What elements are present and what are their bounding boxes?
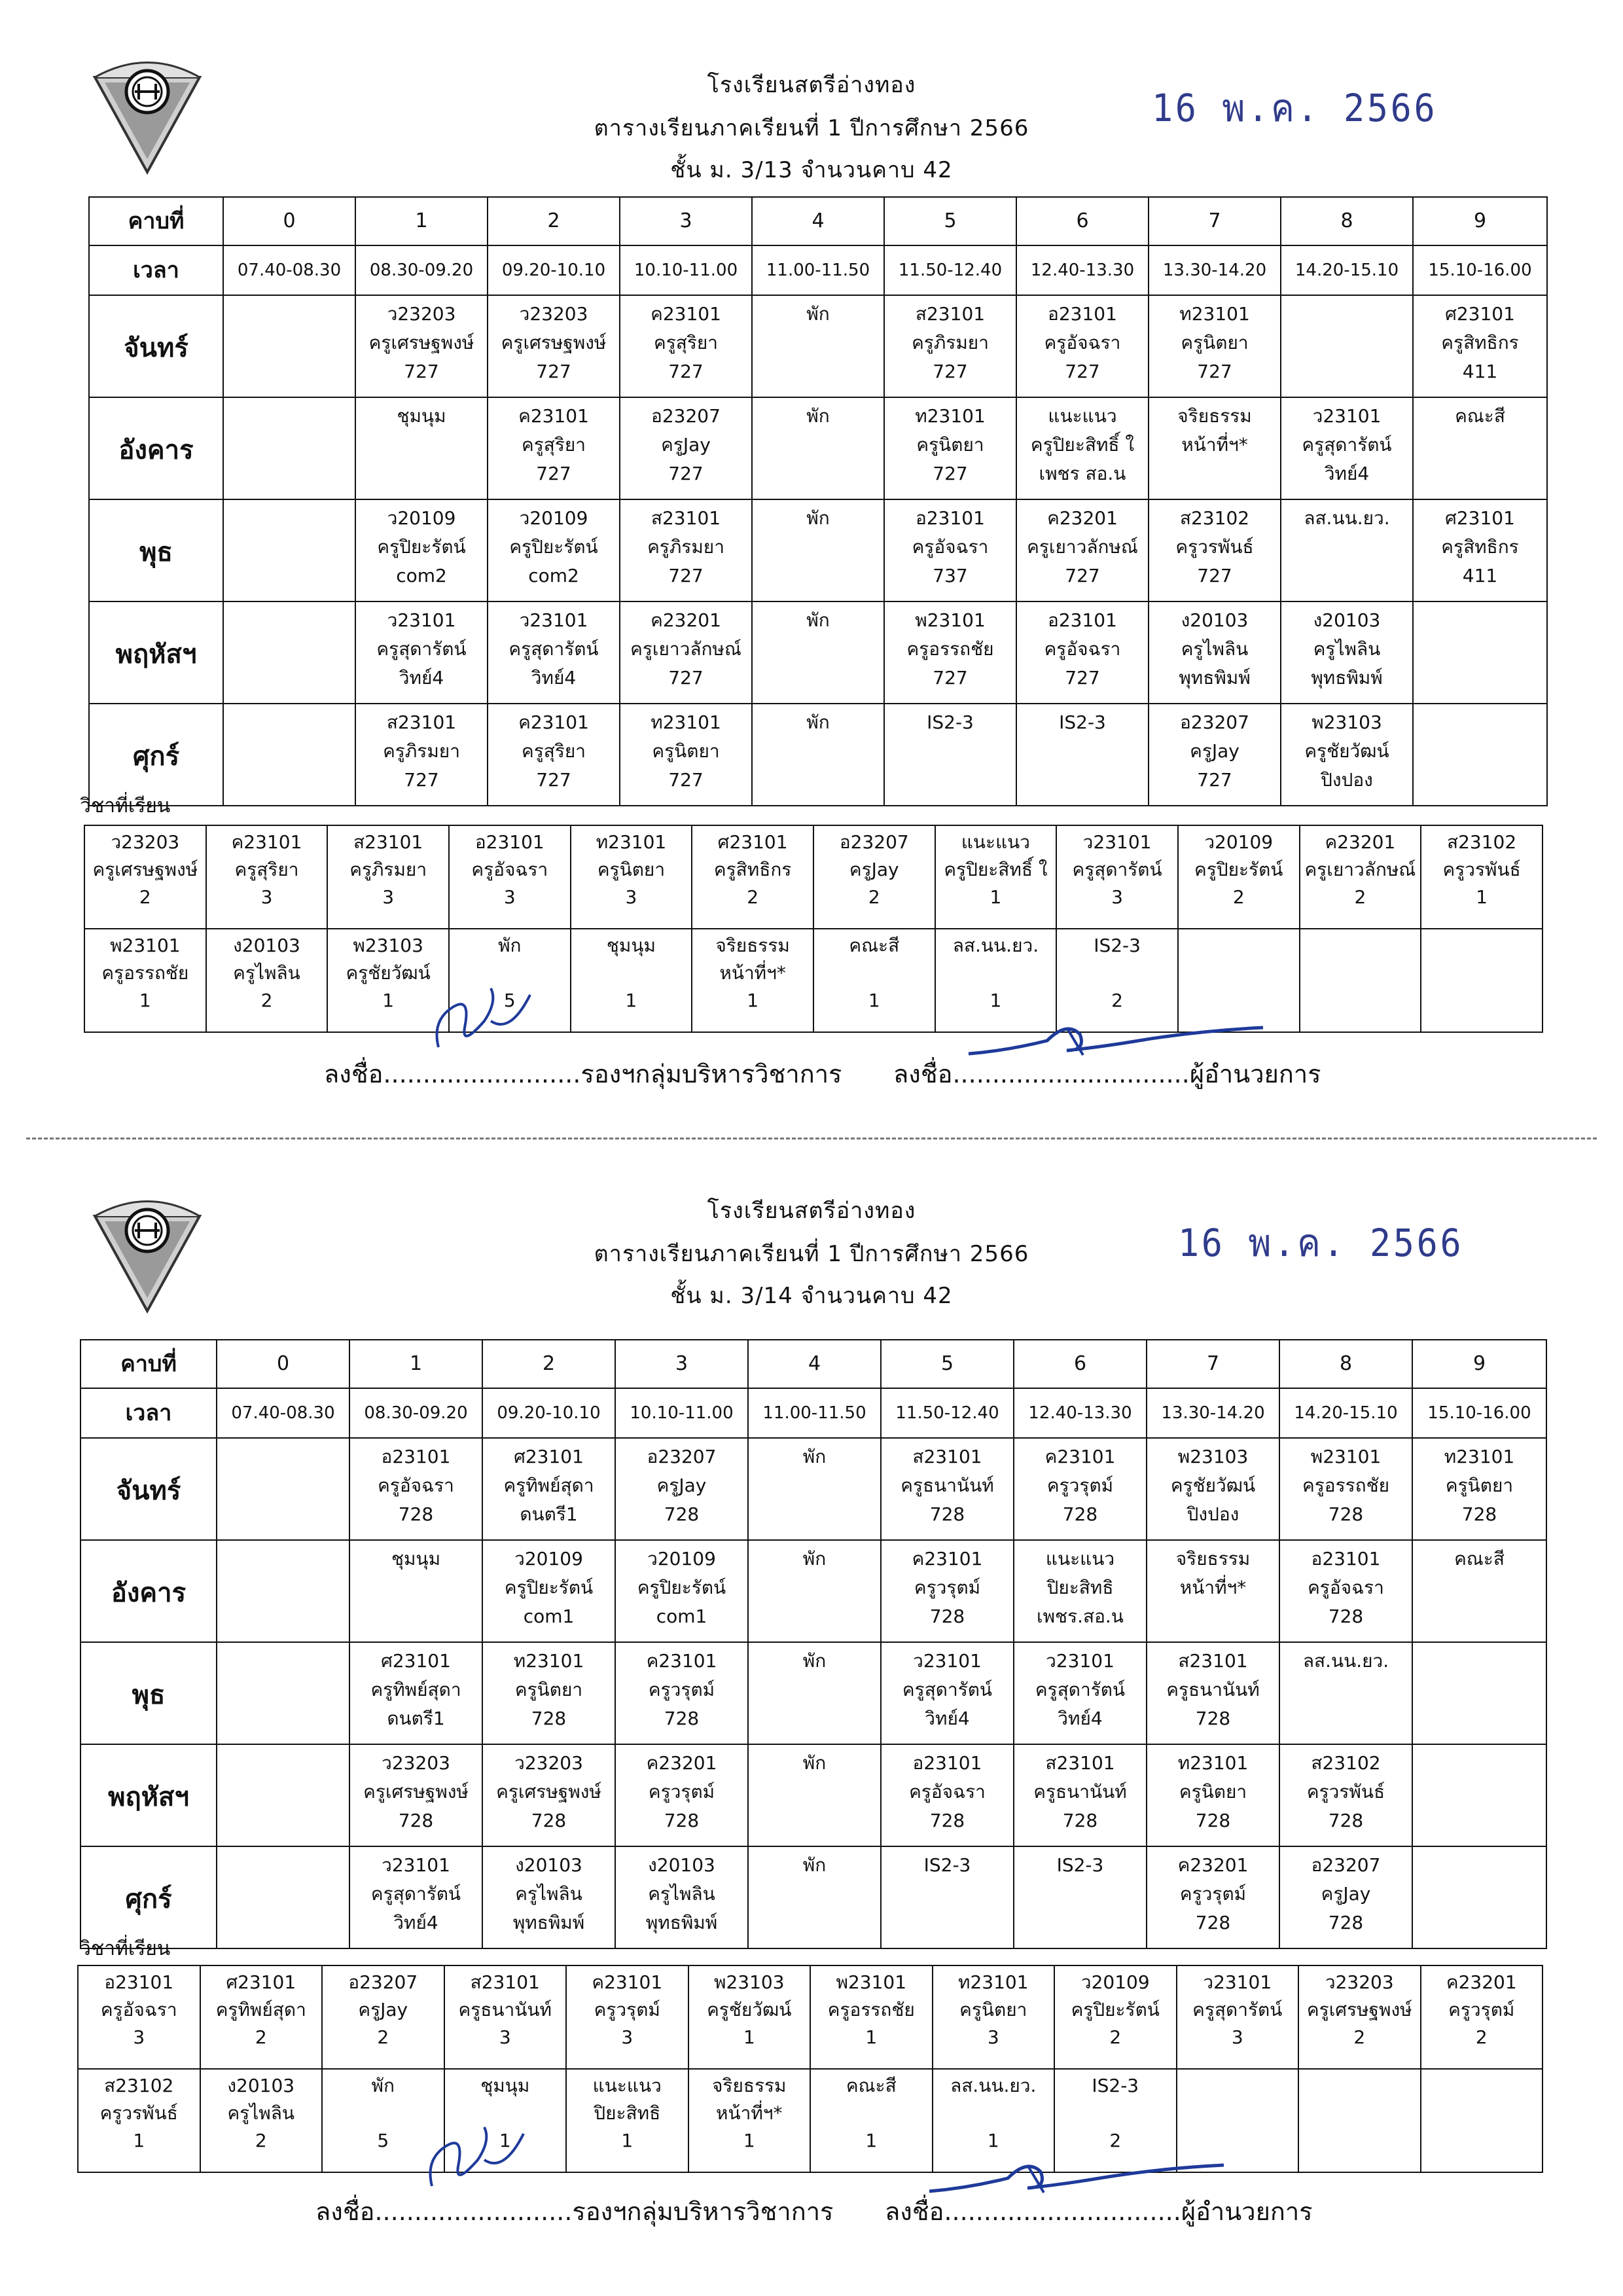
day-row [80,1540,1546,1642]
class-cell: ว23101 ครูสุดารัตน์ วิทย์4 [881,1642,1014,1744]
class-cell: ส23101 ครูภิรมยา 727 [355,704,488,806]
class-cell: ท23101 ครูนิตยา 727 [1149,295,1281,397]
subject-cell: ศ23101 ครูสิทธิกร 2 [692,825,813,929]
period-number: 1 [349,1340,482,1388]
class-cell: ว23203 ครูเศรษฐพงษ์ 727 [355,295,488,397]
period-number: 8 [1281,197,1413,245]
subject-cell: คณะสี 1 [810,2069,933,2172]
period-number: 3 [620,197,752,245]
subject-cell: ว23203 ครูเศรษฐพงษ์ 2 [84,825,206,929]
subject-cell: คณะสี 1 [813,929,935,1032]
class-cell: ว23203 ครูเศรษฐพงษ์ 727 [488,295,620,397]
day-row [89,295,1547,397]
class-cell: ลส.นน.ยว. [1279,1642,1412,1744]
class-cell [223,499,355,601]
vice-director-signature: ลงชื่อ.........................รองฯกลุ่มบริหารวิชาการ [324,1060,842,1088]
day-name: จันทร์ [89,295,223,397]
class-cell: คณะสี [1412,1540,1546,1642]
day-name: ศุกร์ [89,704,223,806]
class-cell: พัก [748,1438,881,1540]
class-cell: พัก [748,1642,881,1744]
class-cell: ค23201 ครูวรุตม์ 728 [615,1744,748,1846]
period-number: 2 [488,197,620,245]
subject-cell: พัก 5 [449,929,571,1032]
class-cell [1412,1642,1546,1744]
class-cell: พัก [752,704,884,806]
time-slot: 14.20-15.10 [1279,1388,1412,1438]
time-slot: 11.50-12.40 [881,1388,1014,1438]
period-number: 4 [752,197,884,245]
class-cell [223,601,355,704]
period-number: 7 [1149,197,1281,245]
class-cell: ง20103 ครูไพลิน พุทธพิมพ์ [1281,601,1413,704]
class-cell: ท23101 ครูนิตยา 727 [884,397,1016,499]
class-cell: ชุมนุม [349,1540,482,1642]
subjects-table [84,825,1543,1033]
period-header: คาบที่ [89,197,223,245]
time-slot: 15.10-16.00 [1413,245,1547,295]
class-cell: ท23101 ครูนิตยา 727 [620,704,752,806]
period-number: 4 [748,1340,881,1388]
class-cell: ส23101 ครูภิรมยา 727 [884,295,1016,397]
class-cell: ว23101 ครูสุดารัตน์ วิทย์4 [1281,397,1413,499]
time-slot: 15.10-16.00 [1412,1388,1546,1438]
date-stamp: 16 พ.ค. 2566 [1178,1221,1464,1265]
signature-mark [419,2121,543,2202]
class-cell: ว23203 ครูเศรษฐพงษ์ 728 [349,1744,482,1846]
period-number: 0 [217,1340,349,1388]
period-number: 1 [355,197,488,245]
class-cell: ว20109 ครูปิยะรัตน์ com1 [615,1540,748,1642]
subject-cell: แนะแนว ปิยะสิทธิ 1 [566,2069,688,2172]
period-number: 5 [881,1340,1014,1388]
class-cell: ท23101 ครูนิตยา 728 [482,1642,615,1744]
time-header: เวลา [89,245,223,295]
class-cell: ค23101 ครูสุริยา 727 [488,704,620,806]
class-cell: ท23101 ครูนิตยา 728 [1412,1438,1546,1540]
class-cell: ง20103 ครูไพลิน พุทธพิมพ์ [482,1846,615,1948]
period-number: 0 [223,197,355,245]
subjects-row [84,825,1543,929]
day-name: อังคาร [80,1540,217,1642]
class-cell [217,1540,349,1642]
day-name: พุธ [80,1642,217,1744]
cut-line [26,1138,1597,1139]
class-cell: ว20109 ครูปิยะรัตน์ com2 [488,499,620,601]
subject-cell: ว23101 ครูสุดารัตน์ 3 [1177,1965,1299,2069]
class-cell [223,704,355,806]
class-cell: อ23101 ครูอัจฉรา 728 [881,1744,1014,1846]
day-name: อังคาร [89,397,223,499]
time-slot: 12.40-13.30 [1014,1388,1147,1438]
class-cell: ค23101 ครูวรุตม์ 728 [881,1540,1014,1642]
subject-cell: จริยธรรม หน้าที่ฯ* 1 [692,929,813,1032]
subjects-row [78,2069,1543,2172]
time-slot: 11.00-11.50 [748,1388,881,1438]
subject-cell: อ23207 ครูJay 2 [322,1965,444,2069]
subject-cell [1300,929,1421,1032]
class-cell: ง20103 ครูไพลิน พุทธพิมพ์ [1149,601,1281,704]
period-number: 9 [1413,197,1547,245]
subjects-title: วิชาที่เรียน [80,1937,171,1960]
subject-cell: ลส.นน.ยว. 1 [935,929,1057,1032]
subject-cell: ชุมนุม 1 [444,2069,567,2172]
class-cell: ท23101 ครูนิตยา 728 [1147,1744,1279,1846]
class-cell: ส23101 ครูภิรมยา 727 [620,499,752,601]
class-cell: ค23101 ครูสุริยา 727 [620,295,752,397]
class-cell: อ23207 ครูJay 727 [620,397,752,499]
subject-cell: ส23101 ครูภิรมยา 3 [327,825,449,929]
class-cell: IS2-3 [1014,1846,1147,1948]
subject-cell: อ23207 ครูJay 2 [813,825,935,929]
subject-cell: อ23101 ครูอัจฉรา 3 [78,1965,200,2069]
vice-director-signature: ลงชื่อ.........................รองฯกลุ่มบริหารวิชาการ [315,2197,834,2226]
time-slot: 09.20-10.10 [488,245,620,295]
timetable [80,1339,1547,1949]
subject-cell: พ23103 ครูชัยวัฒน์ 1 [688,1965,811,2069]
class-cell: พ23101 ครูอรรถชัย 727 [884,601,1016,704]
class-cell: อ23207 ครูJay 728 [615,1438,748,1540]
subject-cell: แนะแนว ครูปิยะสิทธิ์ ใ 1 [935,825,1057,929]
subject-cell: พัก 5 [322,2069,444,2172]
class-cell: ศ23101 ครูสิทธิกร 411 [1413,295,1547,397]
period-number: 8 [1279,1340,1412,1388]
subject-cell: ค23101 ครูสุริยา 3 [206,825,328,929]
period-number: 7 [1147,1340,1279,1388]
class-cell: ค23201 ครูเยาวลักษณ์ 727 [1016,499,1149,601]
time-slot: 08.30-09.20 [349,1388,482,1438]
class-cell: ส23101 ครูธนานันท์ 728 [1147,1642,1279,1744]
class-cell [1412,1744,1546,1846]
time-slot: 13.30-14.20 [1149,245,1281,295]
time-slot: 10.10-11.00 [620,245,752,295]
subjects-row [84,929,1543,1032]
subject-cell: ว20109 ครูปิยะรัตน์ 2 [1178,825,1300,929]
class-cell: ว23101 ครูสุดารัตน์ วิทย์4 [1014,1642,1147,1744]
subject-cell: พ23103 ครูชัยวัฒน์ 1 [327,929,449,1032]
time-slot: 13.30-14.20 [1147,1388,1279,1438]
class-cell [223,397,355,499]
class-cell [1413,601,1547,704]
period-number: 6 [1016,197,1149,245]
subject-cell: ว23101 ครูสุดารัตน์ 3 [1056,825,1178,929]
class-cell: อ23101 ครูอัจฉรา 728 [1279,1540,1412,1642]
subject-cell: ศ23101 ครูทิพย์สุดา 2 [200,1965,323,2069]
subject-cell: ลส.นน.ยว. 1 [933,2069,1055,2172]
subject-cell [1421,2069,1543,2172]
class-cell: จริยธรรม หน้าที่ฯ* [1147,1540,1279,1642]
class-cell: ศ23101 ครูสิทธิกร 411 [1413,499,1547,601]
class-cell: พ23103 ครูชัยวัฒน์ ปิงปอง [1281,704,1413,806]
class-cell: IS2-3 [884,704,1016,806]
class-cell: อ23207 ครูJay 728 [1279,1846,1412,1948]
subjects-table [77,1965,1543,2173]
term-line: ตารางเรียนภาคเรียนที่ 1 ปีการศึกษา 2566 [594,1241,1029,1267]
time-slot: 11.50-12.40 [884,245,1016,295]
signature-mark [425,982,550,1063]
class-cell: IS2-3 [881,1846,1014,1948]
day-name: จันทร์ [80,1438,217,1540]
school-name: โรงเรียนสตรีอ่างทอง [707,1198,916,1224]
director-signature: ลงชื่อ..............................ผู้อำนวยการ [893,1060,1321,1088]
class-cell: ส23101 ครูธนานันท์ 728 [881,1438,1014,1540]
class-cell: แนะแนว ครูปิยะสิทธิ์ ใ เพชร สอ.น [1016,397,1149,499]
class-line: ชั้น ม. 3/13 จำนวนคาบ 42 [670,157,953,183]
class-cell: แนะแนว ปิยะสิทธิ เพชร.สอ.น [1014,1540,1147,1642]
subject-cell: จริยธรรม หน้าที่ฯ* 1 [688,2069,811,2172]
class-cell: ว23101 ครูสุดารัตน์ วิทย์4 [488,601,620,704]
class-cell: ว23101 ครูสุดารัตน์ วิทย์4 [349,1846,482,1948]
time-slot: 08.30-09.20 [355,245,488,295]
class-cell: พัก [752,601,884,704]
time-slot: 11.00-11.50 [752,245,884,295]
time-header: เวลา [80,1388,217,1438]
class-cell: ค23101 ครูสุริยา 727 [488,397,620,499]
day-row [89,397,1547,499]
subject-cell: อ23101 ครูอัจฉรา 3 [449,825,571,929]
period-number: 3 [615,1340,748,1388]
class-cell: ค23101 ครูวรุตม์ 728 [615,1642,748,1744]
class-cell: อ23101 ครูอัจฉรา 728 [349,1438,482,1540]
subject-cell: ท23101 ครูนิตยา 3 [933,1965,1055,2069]
subject-cell: ส23101 ครูธนานันท์ 3 [444,1965,567,2069]
class-cell: ว20109 ครูปิยะรัตน์ com1 [482,1540,615,1642]
timetable [88,196,1548,806]
day-row [89,704,1547,806]
subject-cell [1421,929,1543,1032]
class-cell: ส23102 ครูวรพันธ์ 728 [1279,1744,1412,1846]
class-cell: อ23101 ครูอัจฉรา 727 [1016,601,1149,704]
time-slot: 12.40-13.30 [1016,245,1149,295]
period-number: 9 [1412,1340,1546,1388]
day-row [80,1438,1546,1540]
period-number: 6 [1014,1340,1147,1388]
period-header: คาบที่ [80,1340,217,1388]
class-cell: ว23101 ครูสุดารัตน์ วิทย์4 [355,601,488,704]
class-cell: ค23201 ครูเยาวลักษณ์ 727 [620,601,752,704]
class-cell: พัก [748,1846,881,1948]
term-line: ตารางเรียนภาคเรียนที่ 1 ปีการศึกษา 2566 [594,115,1029,141]
day-name: ศุกร์ [80,1846,217,1948]
time-slot: 07.40-08.30 [223,245,355,295]
day-row [80,1642,1546,1744]
class-cell [223,295,355,397]
class-cell [1412,1846,1546,1948]
period-number: 2 [482,1340,615,1388]
class-cell: พัก [748,1540,881,1642]
class-cell: พ23101 ครูอรรถชัย 728 [1279,1438,1412,1540]
class-cell: คณะสี [1413,397,1547,499]
day-name: พฤหัสฯ [89,601,223,704]
director-signature: ลงชื่อ..............................ผู้อำนวยการ [885,2197,1313,2226]
class-cell: ค23201 ครูวรุตม์ 728 [1147,1846,1279,1948]
class-cell: พัก [752,499,884,601]
subject-cell: พ23101 ครูอรรถชัย 1 [84,929,206,1032]
subject-cell: ค23201 ครูเยาวลักษณ์ 2 [1300,825,1421,929]
class-cell: IS2-3 [1016,704,1149,806]
class-cell: ส23101 ครูธนานันท์ 728 [1014,1744,1147,1846]
day-row [89,601,1547,704]
subjects-row [78,1965,1543,2069]
subject-cell: ง20103 ครูไพลิน 2 [206,929,328,1032]
class-cell: พัก [752,295,884,397]
class-cell: ส23102 ครูวรพันธ์ 727 [1149,499,1281,601]
subject-cell: ค23101 ครูวรุตม์ 3 [566,1965,688,2069]
subject-cell: ส23102 ครูวรพันธ์ 1 [1421,825,1543,929]
day-row [80,1744,1546,1846]
class-cell: ศ23101 ครูทิพย์สุดา ดนตรี1 [482,1438,615,1540]
class-cell: ค23101 ครูวรุตม์ 728 [1014,1438,1147,1540]
class-cell [217,1642,349,1744]
class-cell: ชุมนุม [355,397,488,499]
class-cell [217,1744,349,1846]
class-cell: ศ23101 ครูทิพย์สุดา ดนตรี1 [349,1642,482,1744]
class-cell: ว23203 ครูเศรษฐพงษ์ 728 [482,1744,615,1846]
time-slot: 14.20-15.10 [1281,245,1413,295]
class-cell: ว20109 ครูปิยะรัตน์ com2 [355,499,488,601]
class-cell: พ23103 ครูชัยวัฒน์ ปิงปอง [1147,1438,1279,1540]
subject-cell: ง20103 ครูไพลิน 2 [200,2069,323,2172]
class-cell [217,1846,349,1948]
time-slot: 07.40-08.30 [217,1388,349,1438]
subjects-title: วิชาที่เรียน [80,795,171,817]
class-cell: ง20103 ครูไพลิน พุทธพิมพ์ [615,1846,748,1948]
class-cell [1281,295,1413,397]
day-row [80,1846,1546,1948]
subject-cell: ว20109 ครูปิยะรัตน์ 2 [1054,1965,1177,2069]
subject-cell: ค23201 ครูวรุตม์ 2 [1421,1965,1543,2069]
class-cell: จริยธรรม หน้าที่ฯ* [1149,397,1281,499]
subject-cell: ชุมนุม 1 [571,929,692,1032]
day-name: พฤหัสฯ [80,1744,217,1846]
class-cell: อ23207 ครูJay 727 [1149,704,1281,806]
class-cell: อ23101 ครูอัจฉรา 727 [1016,295,1149,397]
period-number: 5 [884,197,1016,245]
class-cell [1413,704,1547,806]
day-name: พุธ [89,499,223,601]
class-cell: พัก [752,397,884,499]
class-cell: อ23101 ครูอัจฉรา 737 [884,499,1016,601]
time-slot: 10.10-11.00 [615,1388,748,1438]
subject-cell: ท23101 ครูนิตยา 3 [571,825,692,929]
day-row [89,499,1547,601]
class-cell: พัก [748,1744,881,1846]
subject-cell: พ23101 ครูอรรถชัย 1 [810,1965,933,2069]
time-slot: 09.20-10.10 [482,1388,615,1438]
subject-cell: IS2-3 2 [1054,2069,1177,2172]
date-stamp: 16 พ.ค. 2566 [1152,86,1438,130]
class-cell: ลส.นน.ยว. [1281,499,1413,601]
school-name: โรงเรียนสตรีอ่างทอง [707,72,916,98]
class-line: ชั้น ม. 3/14 จำนวนคาบ 42 [670,1283,953,1309]
subject-cell: IS2-3 2 [1056,929,1178,1032]
subject-cell [1298,2069,1421,2172]
subject-cell: ส23102 ครูวรพันธ์ 1 [78,2069,200,2172]
subject-cell: ว23203 ครูเศรษฐพงษ์ 2 [1298,1965,1421,2069]
class-cell [217,1438,349,1540]
